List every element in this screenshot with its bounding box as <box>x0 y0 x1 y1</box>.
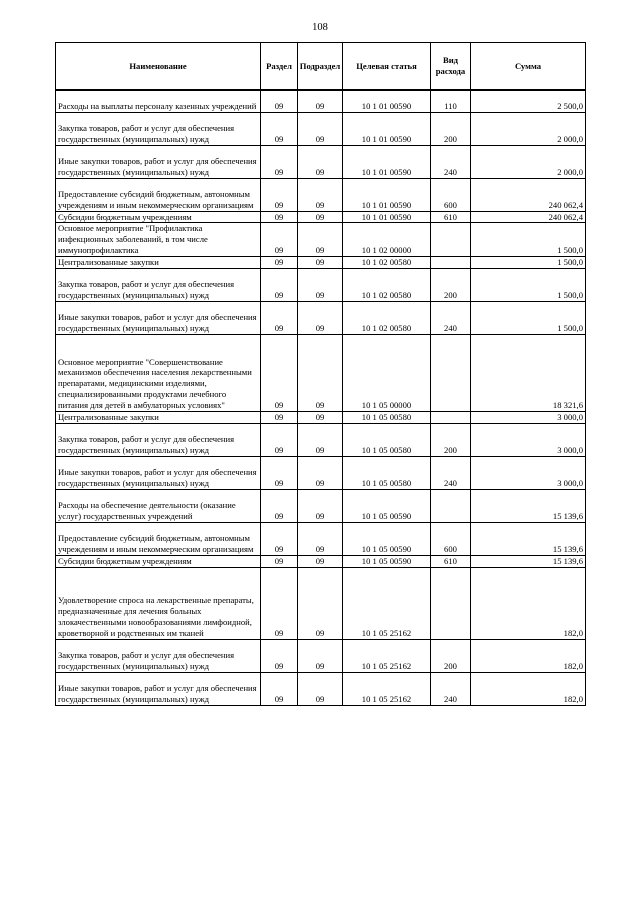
cell-target-article: 10 1 05 00580 <box>343 412 431 424</box>
cell-subsection: 09 <box>298 257 343 269</box>
cell-subsection: 09 <box>298 567 343 639</box>
header-amount: Сумма <box>471 43 586 91</box>
cell-name: Закупка товаров, работ и услуг для обеспечения государственных (муниципальных) нужд <box>56 112 261 145</box>
cell-subsection: 09 <box>298 145 343 178</box>
cell-section: 09 <box>261 302 298 335</box>
cell-target-article: 10 1 05 25162 <box>343 672 431 705</box>
cell-subsection: 09 <box>298 423 343 456</box>
cell-expense-type: 610 <box>431 555 471 567</box>
cell-section: 09 <box>261 672 298 705</box>
table-row <box>56 257 586 269</box>
cell-expense-type: 200 <box>431 423 471 456</box>
cell-subsection: 09 <box>298 178 343 211</box>
cell-amount: 3 000,0 <box>471 412 586 424</box>
cell-amount: 1 500,0 <box>471 269 586 302</box>
cell-target-article: 10 1 05 25162 <box>343 639 431 672</box>
cell-target-article: 10 1 02 00580 <box>343 257 431 269</box>
table-row <box>56 639 586 672</box>
page-number: 108 <box>312 22 328 33</box>
cell-expense-type <box>431 335 471 412</box>
table-row <box>56 223 586 257</box>
cell-subsection: 09 <box>298 456 343 489</box>
header-target-article: Целевая статья <box>343 43 431 91</box>
header-expense-type: Вид расхода <box>431 43 471 91</box>
cell-subsection: 09 <box>298 90 343 112</box>
cell-section: 09 <box>261 178 298 211</box>
header-section: Раздел <box>261 43 298 91</box>
cell-section: 09 <box>261 489 298 522</box>
cell-name: Иные закупки товаров, работ и услуг для обеспечения государственных (муниципальных) нужд <box>56 672 261 705</box>
cell-name: Иные закупки товаров, работ и услуг для обеспечения государственных (муниципальных) нужд <box>56 302 261 335</box>
cell-amount: 1 500,0 <box>471 223 586 257</box>
cell-target-article: 10 1 02 00580 <box>343 269 431 302</box>
cell-name: Основное мероприятие "Профилактика инфекционных заболеваний, в том числе иммунопрофилактика <box>56 223 261 257</box>
cell-expense-type <box>431 257 471 269</box>
cell-expense-type: 200 <box>431 269 471 302</box>
cell-amount: 3 000,0 <box>471 456 586 489</box>
cell-target-article: 10 1 02 00000 <box>343 223 431 257</box>
cell-target-article: 10 1 05 25162 <box>343 567 431 639</box>
table-row <box>56 178 586 211</box>
table-row <box>56 412 586 424</box>
cell-name: Иные закупки товаров, работ и услуг для обеспечения государственных (муниципальных) нужд <box>56 456 261 489</box>
cell-section: 09 <box>261 522 298 555</box>
cell-name: Закупка товаров, работ и услуг для обеспечения государственных (муниципальных) нужд <box>56 639 261 672</box>
cell-target-article: 10 1 01 00590 <box>343 145 431 178</box>
cell-name: Расходы на выплаты персоналу казенных учреждений <box>56 90 261 112</box>
table-row <box>56 522 586 555</box>
cell-subsection: 09 <box>298 555 343 567</box>
cell-section: 09 <box>261 211 298 223</box>
cell-amount: 3 000,0 <box>471 423 586 456</box>
cell-name: Централизованные закупки <box>56 412 261 424</box>
cell-expense-type: 240 <box>431 456 471 489</box>
table-row <box>56 567 586 639</box>
cell-subsection: 09 <box>298 489 343 522</box>
cell-target-article: 10 1 05 00590 <box>343 555 431 567</box>
table-row <box>56 269 586 302</box>
cell-name: Предоставление субсидий бюджетным, автономным учреждениям и иным некоммерческим организациям <box>56 522 261 555</box>
cell-section: 09 <box>261 639 298 672</box>
cell-subsection: 09 <box>298 672 343 705</box>
table-row <box>56 335 586 412</box>
cell-amount: 1 500,0 <box>471 257 586 269</box>
table-row <box>56 456 586 489</box>
cell-expense-type: 240 <box>431 145 471 178</box>
table-row <box>56 145 586 178</box>
table-row <box>56 302 586 335</box>
table-row <box>56 423 586 456</box>
cell-amount: 182,0 <box>471 672 586 705</box>
table-row <box>56 672 586 705</box>
cell-expense-type <box>431 412 471 424</box>
cell-name: Расходы на обеспечение деятельности (оказание услуг) государственных учреждений <box>56 489 261 522</box>
cell-name: Субсидии бюджетным учреждениям <box>56 555 261 567</box>
cell-section: 09 <box>261 223 298 257</box>
cell-amount: 2 000,0 <box>471 112 586 145</box>
cell-subsection: 09 <box>298 269 343 302</box>
cell-amount: 182,0 <box>471 639 586 672</box>
cell-target-article: 10 1 01 00590 <box>343 90 431 112</box>
cell-section: 09 <box>261 269 298 302</box>
cell-subsection: 09 <box>298 223 343 257</box>
cell-section: 09 <box>261 567 298 639</box>
cell-subsection: 09 <box>298 412 343 424</box>
cell-name: Предоставление субсидий бюджетным, автономным учреждениям и иным некоммерческим организациям <box>56 178 261 211</box>
cell-expense-type: 610 <box>431 211 471 223</box>
cell-section: 09 <box>261 412 298 424</box>
table-row <box>56 211 586 223</box>
cell-target-article: 10 1 02 00580 <box>343 302 431 335</box>
budget-table <box>55 42 586 706</box>
cell-subsection: 09 <box>298 639 343 672</box>
cell-name: Удовлетворение спроса на лекарственные препараты, предназначенные для лечения больных злокачественными новообразованиями лимфоидной, кроветворной и родственных им тканей <box>56 567 261 639</box>
cell-subsection: 09 <box>298 302 343 335</box>
cell-amount: 240 062,4 <box>471 178 586 211</box>
cell-name: Централизованные закупки <box>56 257 261 269</box>
cell-expense-type <box>431 223 471 257</box>
cell-subsection: 09 <box>298 112 343 145</box>
cell-target-article: 10 1 01 00590 <box>343 211 431 223</box>
table-row <box>56 90 586 112</box>
cell-target-article: 10 1 05 00000 <box>343 335 431 412</box>
cell-subsection: 09 <box>298 335 343 412</box>
cell-amount: 240 062,4 <box>471 211 586 223</box>
cell-target-article: 10 1 05 00580 <box>343 423 431 456</box>
cell-subsection: 09 <box>298 522 343 555</box>
cell-target-article: 10 1 01 00590 <box>343 178 431 211</box>
cell-amount: 2 000,0 <box>471 145 586 178</box>
cell-target-article: 10 1 01 00590 <box>343 112 431 145</box>
cell-section: 09 <box>261 335 298 412</box>
cell-expense-type: 600 <box>431 522 471 555</box>
cell-name: Закупка товаров, работ и услуг для обеспечения государственных (муниципальных) нужд <box>56 423 261 456</box>
cell-expense-type: 240 <box>431 302 471 335</box>
cell-amount: 15 139,6 <box>471 555 586 567</box>
cell-expense-type: 240 <box>431 672 471 705</box>
header-name: Наименование <box>56 43 261 91</box>
cell-name: Основное мероприятие "Совершенствование механизмов обеспечения населения лекарственными препаратами, медицинскими изделиями, специализированными продуктами лечебного питания для детей в амбулаторных условиях" <box>56 335 261 412</box>
header-subsection: Подраздел <box>298 43 343 91</box>
cell-expense-type: 200 <box>431 639 471 672</box>
cell-expense-type <box>431 567 471 639</box>
cell-target-article: 10 1 05 00590 <box>343 522 431 555</box>
cell-amount: 15 139,6 <box>471 489 586 522</box>
cell-name: Субсидии бюджетным учреждениям <box>56 211 261 223</box>
cell-amount: 1 500,0 <box>471 302 586 335</box>
table-row <box>56 112 586 145</box>
table-row <box>56 555 586 567</box>
cell-target-article: 10 1 05 00590 <box>343 489 431 522</box>
table-row <box>56 489 586 522</box>
cell-amount: 15 139,6 <box>471 522 586 555</box>
cell-amount: 2 500,0 <box>471 90 586 112</box>
cell-amount: 18 321,6 <box>471 335 586 412</box>
cell-section: 09 <box>261 456 298 489</box>
cell-section: 09 <box>261 555 298 567</box>
cell-amount: 182,0 <box>471 567 586 639</box>
cell-name: Закупка товаров, работ и услуг для обеспечения государственных (муниципальных) нужд <box>56 269 261 302</box>
cell-section: 09 <box>261 90 298 112</box>
table-header-row <box>56 43 586 91</box>
cell-subsection: 09 <box>298 211 343 223</box>
cell-section: 09 <box>261 423 298 456</box>
cell-target-article: 10 1 05 00580 <box>343 456 431 489</box>
cell-expense-type: 110 <box>431 90 471 112</box>
cell-expense-type: 600 <box>431 178 471 211</box>
cell-section: 09 <box>261 112 298 145</box>
cell-expense-type: 200 <box>431 112 471 145</box>
cell-section: 09 <box>261 145 298 178</box>
cell-name: Иные закупки товаров, работ и услуг для обеспечения государственных (муниципальных) нужд <box>56 145 261 178</box>
cell-section: 09 <box>261 257 298 269</box>
cell-expense-type <box>431 489 471 522</box>
